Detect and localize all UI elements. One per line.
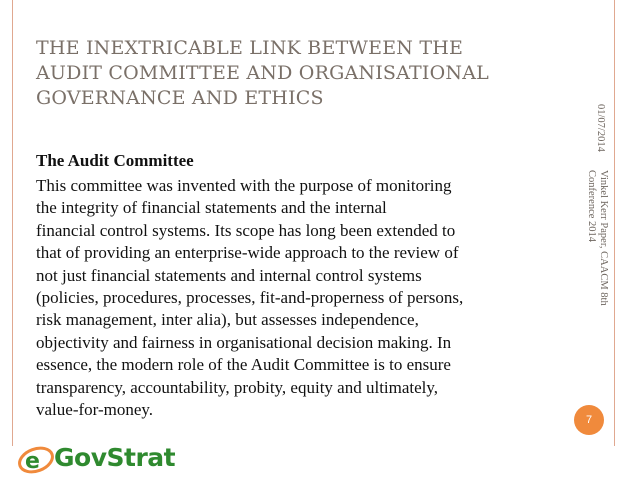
body-line: (policies, procedures, processes, fit-and-properness of persons, — [36, 288, 464, 308]
source-line-1: Vinkel Kerr Paper, CAACM 8th — [598, 170, 609, 306]
body-line: not just financial statements and internal control systems — [36, 265, 422, 285]
slide-title — [36, 36, 576, 111]
slide-date: 01/07/2014 — [595, 104, 606, 152]
body-line: essence, the modern role of the Audit Committee is to ensure — [36, 355, 451, 375]
body-line: risk management, inter alia), but assesses independence, — [36, 310, 419, 330]
title-line: THE INEXTRICABLE LINK BETWEEN THE — [36, 37, 464, 59]
body-line: This committee was invented with the purpose of monitoring — [36, 176, 452, 195]
svg-text:e: e — [25, 449, 40, 474]
body-line: transparency, accountability, probity, equity and ultimately, — [36, 377, 439, 397]
body-text — [36, 175, 584, 421]
body-line: that of providing an enterprise-wide approach to the review of — [36, 243, 459, 263]
body-line: value-for-money. — [36, 400, 154, 420]
logo-text: GovStrat — [54, 443, 176, 472]
title-line: GOVERNANCE AND ETHICS — [36, 87, 324, 109]
source-line-2: Conference 2014 — [586, 170, 597, 243]
page-number-badge: 7 — [574, 405, 604, 435]
body-line: the integrity of financial statements and the internal — [36, 198, 387, 218]
govstrat-logo-icon — [16, 444, 56, 474]
body-line: objectivity and fairness in organisational decision making. In — [36, 332, 452, 352]
body-line: financial control systems. Its scope has long been extended to — [36, 220, 456, 240]
section-heading: The Audit Committee — [36, 151, 194, 170]
slide-source — [583, 170, 609, 330]
title-line: AUDIT COMMITTEE AND ORGANISATIONAL — [36, 62, 489, 84]
